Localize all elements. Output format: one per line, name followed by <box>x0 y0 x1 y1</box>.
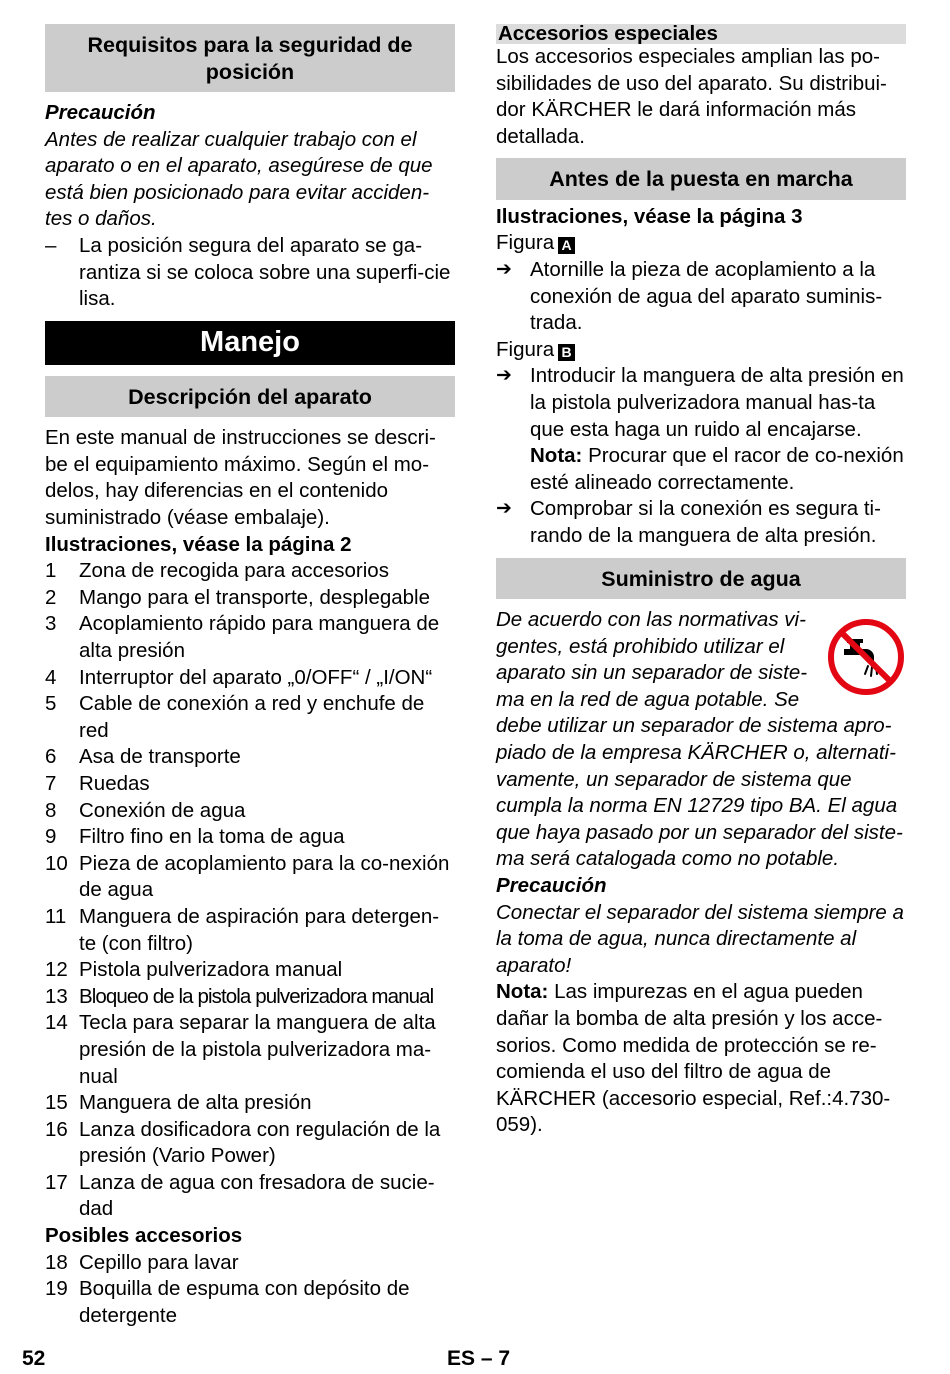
accessories-label: Posibles accesorios <box>45 1224 243 1248</box>
list-item-text: Asa de transporte <box>79 745 241 769</box>
left-column <box>45 24 455 1329</box>
list-item-text: Acoplamiento rápido para manguera de alta presión <box>79 612 440 662</box>
list-item-number: 14 <box>45 1011 68 1035</box>
list-item-text: Interruptor del aparato „0/OFF“ / „I/ON“ <box>79 665 433 689</box>
list-item-text: Cable de conexión a red y enchufe de red <box>79 692 425 742</box>
dash-mark: – <box>45 233 57 257</box>
list-item-text: Boquilla de espuma con depósito de detergente <box>79 1277 410 1327</box>
list-item-text: Conexión de agua <box>79 798 246 822</box>
list-item-number: 10 <box>45 851 68 875</box>
list-item <box>45 1170 455 1223</box>
step-2-text: Introducir la manguera de alta presión en la pistola pulverizadora manual has-ta que esta haga un ruido al encajarse. <box>530 364 904 441</box>
list-item-number: 1 <box>45 559 57 583</box>
list-item-number: 9 <box>45 825 57 849</box>
list-item <box>45 904 455 957</box>
no-drinking-water-icon <box>826 617 906 697</box>
heading-device-description: Descripción del aparato <box>45 376 455 418</box>
figure-word: Figura <box>496 231 555 255</box>
list-item-number: 4 <box>45 665 57 689</box>
list-item-text: Zona de recogida para accesorios <box>79 559 389 583</box>
illustrations-ref-3: Ilustraciones, véase la página 3 <box>496 204 803 228</box>
list-item-number: 7 <box>45 771 57 795</box>
step-3 <box>496 496 906 549</box>
list-item-text: Tecla para separar la manguera de alta presión de la pistola pulverizadora ma-nual <box>79 1011 436 1088</box>
list-item-text: Lanza dosificadora con regulación de la presión (Vario Power) <box>79 1117 441 1168</box>
step-2 <box>496 363 906 496</box>
list-item <box>45 691 455 744</box>
heading-position-safety: Requisitos para la seguridad de posición <box>45 24 455 92</box>
step-3-text: Comprobar si la conexión es segura ti-rando de la manguera de alta presión. <box>530 497 881 547</box>
list-item-number: 19 <box>45 1277 68 1301</box>
note-paragraph <box>496 979 906 1139</box>
accessories-list <box>45 1250 455 1330</box>
list-item-number: 3 <box>45 612 57 636</box>
section-label: ES – 7 <box>447 1347 511 1370</box>
list-item-number: 16 <box>45 1117 68 1141</box>
caution-label-2: Precaución <box>496 874 607 898</box>
heading-special-accessories: Accesorios especiales <box>496 24 906 44</box>
list-item-number: 18 <box>45 1250 68 1274</box>
page-number: 52 <box>22 1347 46 1370</box>
list-item <box>45 824 455 851</box>
caution-text: Antes de realizar cualquier trabajo con el aparato o en el aparato, asegúrese de que está bien posicionado para evitar acciden-tes o daños. <box>45 127 433 231</box>
parts-list <box>45 558 455 1223</box>
heading-manejo: Manejo <box>45 321 455 365</box>
list-item <box>45 798 455 825</box>
heading-water-supply: Suministro de agua <box>496 558 906 600</box>
list-item <box>45 744 455 771</box>
water-block <box>496 607 906 873</box>
arrow-icon: ➔ <box>496 498 512 520</box>
list-item <box>45 558 455 585</box>
right-column <box>496 24 906 1139</box>
list-item <box>45 957 455 984</box>
list-item-text: Ruedas <box>79 771 150 795</box>
list-item-text: Manguera de aspiración para detergen-te (con filtro) <box>79 904 440 955</box>
illustrations-ref: Ilustraciones, véase la página 2 <box>45 532 352 556</box>
list-item-text: Pistola pulverizadora manual <box>79 958 343 982</box>
note-text: Las impurezas en el agua pueden dañar la bomba de alta presión y los acce-sorios. Como medida de protección se re-comienda el uso del filtro de agua de KÄRCHER (accesorio especial, Ref.:4.730-059). <box>496 980 891 1137</box>
list-item-number: 6 <box>45 745 57 769</box>
list-item-text: Filtro fino en la toma de agua <box>79 825 345 849</box>
list-item-number: 8 <box>45 798 57 822</box>
list-item-number: 2 <box>45 585 57 609</box>
list-item <box>45 1276 455 1329</box>
figure-b-line <box>496 337 906 364</box>
arrow-icon: ➔ <box>496 365 512 387</box>
list-item-text: Pieza de acoplamiento para la co-nexión de agua <box>79 851 450 902</box>
list-item-number: 17 <box>45 1170 68 1194</box>
dash-list-item <box>45 233 455 313</box>
list-item <box>45 585 455 612</box>
figure-word: Figura <box>496 337 555 361</box>
list-item <box>45 1090 455 1117</box>
special-accessories-text: Los accesorios especiales amplian las po-sibilidades de uso del aparato. Su distribui-dor KÄRCHER le dará información más detallada. <box>496 45 887 148</box>
heading-before-start: Antes de la puesta en marcha <box>496 158 906 200</box>
list-item-text: Cepillo para lavar <box>79 1250 239 1274</box>
figure-a-badge: A <box>558 237 575 254</box>
list-item <box>45 665 455 692</box>
note-label: Nota: <box>496 980 549 1004</box>
figure-b-badge: B <box>558 344 575 361</box>
intro-text: En este manual de instrucciones se descri-be el equipamiento máximo. Según el mo-delos, hay diferencias en el contenido suministrado (véase embalaje). <box>45 426 436 530</box>
list-item-text: Lanza de agua con fresadora de sucie-dad <box>79 1170 435 1221</box>
step-2-note-label: Nota: <box>530 444 583 468</box>
dash-item-text: La posición segura del aparato se ga-rantiza si se coloca sobre una superfi-cie lisa. <box>79 233 451 311</box>
step-1-text: Atornille la pieza de acoplamiento a la conexión de agua del aparato suminis-trada. <box>530 258 883 335</box>
list-item-number: 12 <box>45 958 68 982</box>
list-item <box>45 1250 455 1277</box>
list-item-number: 11 <box>45 904 67 928</box>
caution-text-2: Conectar el separador del sistema siempre a la toma de agua, nunca directamente al aparato! <box>496 900 904 977</box>
step-2-note-text: Procurar que el racor de co-nexión esté alineado correctamente. <box>530 444 904 494</box>
list-item <box>45 771 455 798</box>
list-item <box>45 851 455 904</box>
list-item-text: Bloqueo de la pistola pulverizadora manual <box>79 984 434 1008</box>
water-supply-text: De acuerdo con las normativas vi-gentes, está prohibido utilizar el aparato sin un separador de siste-ma en la red de agua potable. Se debe utilizar un separador de sistema apro-piado de la empresa KÄRCHER o, alternati-vamente, un separador de sistema que cumpla la norma EN 12729 tipo BA. El agua que haya pasado por un separador del siste-ma será catalogada como no potable. <box>496 608 903 871</box>
list-item-text: Mango para el transporte, desplegable <box>79 585 431 609</box>
caution-label: Precaución <box>45 101 156 124</box>
step-1 <box>496 257 906 337</box>
list-item-text: Manguera de alta presión <box>79 1091 312 1115</box>
list-item <box>45 1117 455 1170</box>
figure-a-line <box>496 230 906 257</box>
list-item-number: 13 <box>45 984 68 1008</box>
list-item-number: 15 <box>45 1091 68 1115</box>
list-item <box>45 1010 455 1090</box>
list-item-number: 5 <box>45 692 57 716</box>
list-item <box>45 984 455 1011</box>
arrow-icon: ➔ <box>496 259 512 281</box>
list-item <box>45 611 455 664</box>
